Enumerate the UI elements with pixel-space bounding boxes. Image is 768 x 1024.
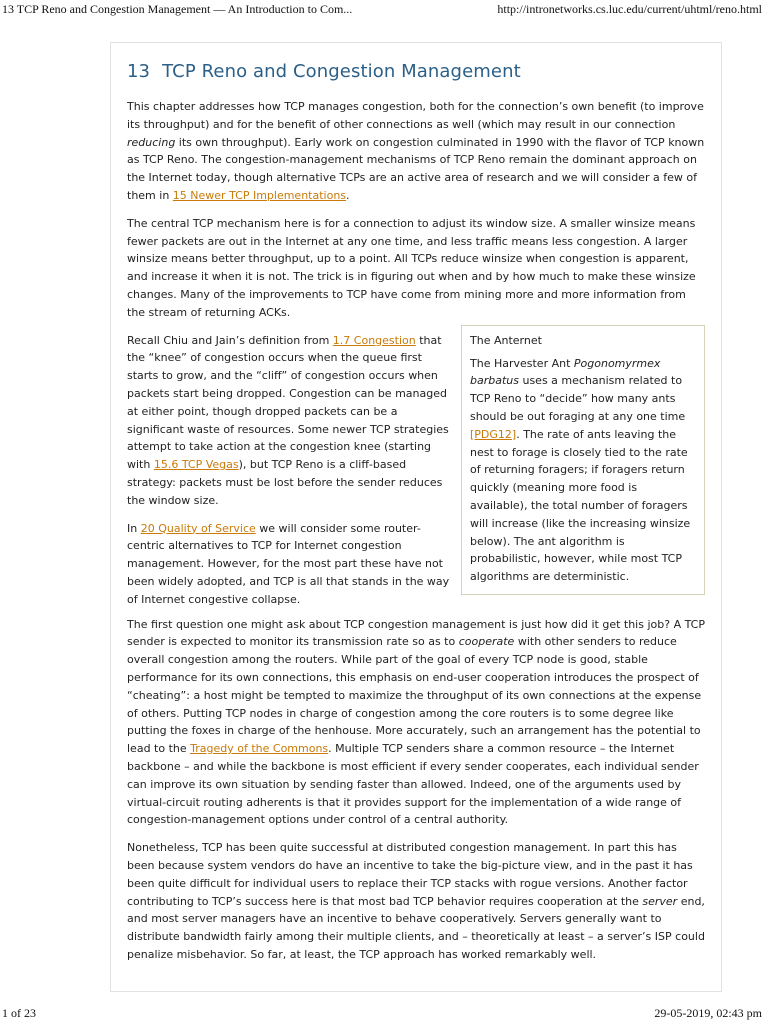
- print-header: [0, 0, 768, 20]
- link-pdg12[interactable]: [PDG12]: [470, 427, 517, 441]
- sidebar-anternet: [461, 325, 705, 595]
- emphasis-server: server: [642, 894, 678, 908]
- chapter-heading: [127, 61, 705, 82]
- sidebar-title: The Anternet: [470, 333, 542, 347]
- print-header-url: http://intronetworks.cs.luc.edu/current/uhtml/reno.html: [497, 2, 762, 16]
- page-count: 1 of 23: [2, 1006, 36, 1020]
- link-tcp-vegas[interactable]: 15.6 TCP Vegas: [153, 458, 239, 472]
- chapter-number: 13: [127, 61, 151, 82]
- paragraph-quality-of-service: In 20 Quality of Service we will consider some router-centric alternatives to TCP for Internet congestion management. However, for the most part these have not been widely adopted, and TCP is all that stands in the way of Internet congestive collapse.: [127, 521, 450, 606]
- sidebar-text: The Harvester Ant Pogonomyrmex barbatus uses a mechanism related to TCP Reno to “decide” how many ants should be out foraging at any one time [PDG12]. The rate of ants leaving the nest to forage is closely tied to the rate of returning foragers; if foragers return quickly (meaning more food is available), the total number of foragers will increase (like the increasing winsize below). The ant algorithm is probabilistic, however, while most TCP algorithms are deterministic.: [470, 356, 691, 584]
- paragraph-first-question: The first question one might ask about TCP congestion management is just how did it get this job? A TCP sender is expected to monitor its transmission rate so as to cooperate with other senders to reduce overall congestion among the routers. While part of the goal of every TCP node is good, stable performance for its own connections, this emphasis on end-user cooperation introduces the prospect of “cheating”: a host might be tempted to maximize the throughput of its own connections at the expense of others. Putting TCP nodes in charge of congestion among the core routers is to some degree like putting the foxes in charge of the henhouse. More accurately, such an arrangement has the potential to lead to the Tragedy of the Commons. Multiple TCP senders share a common resource – the Internet backbone – and while the backbone is most efficient if every sender cooperates, each individual sender can improve its own situation by sending faster than allowed. Indeed, one of the arguments used by virtual-circuit routing adherents is that it provides support for the implementation of a wide range of congestion-management options under control of a central authority.: [127, 617, 705, 827]
- link-congestion[interactable]: 1.7 Congestion: [332, 333, 416, 347]
- paragraph-window-size: The central TCP mechanism here is for a connection to adjust its window size. A smaller winsize means fewer packets are out in the Internet at any one time, and less traffic means less congestion. A larger winsize means better throughput, up to a point. All TCPs reduce winsize when congestion is apparent, and increase it when it is not. The trick is in figuring out when and by how much to make these winsize changes. Many of the improvements to TCP have come from mining more and more information from the stream of returning ACKs.: [127, 216, 696, 319]
- emphasis-species: Pogonomyrmex barbatus: [470, 356, 661, 388]
- chapter-content: [127, 61, 705, 974]
- page-frame: [110, 42, 722, 992]
- paragraph-intro: This chapter addresses how TCP manages congestion, both for the connection’s own benefit (to improve its throughput) and for the benefit of other connections as well (which may result in our connection reducing its own throughput). Early work on congestion culminated in 1990 with the flavor of TCP known as TCP Reno. The congestion-management mechanisms of TCP Reno remain the dominant approach on the Internet today, though alternative TCPs are an active area of research and we will consider a few of them in 15 Newer TCP Implementations.: [127, 100, 705, 202]
- emphasis-reducing: reducing: [127, 135, 176, 149]
- print-header-title: 13 TCP Reno and Congestion Management — An Introduction to Com...: [2, 2, 353, 16]
- link-tragedy-of-the-commons[interactable]: Tragedy of the Commons: [190, 742, 329, 756]
- two-column-section: [127, 332, 705, 610]
- paragraph-chiu-jain: Recall Chiu and Jain’s definition from 1.7 Congestion that the “knee” of congestion occurs when the queue first starts to grow, and the “cliff” of congestion occurs when packets start being dropped. Congestion can be managed at either point, though dropped packets can be a significant waste of resources. Some newer TCP strategies attempt to take action at the congestion knee (starting with 15.6 TCP Vegas), but TCP Reno is a cliff-based strategy: packets must be lost before the sender reduces the window size.: [127, 333, 449, 507]
- paragraph-nonetheless: Nonetheless, TCP has been quite successful at distributed congestion management. In part this has been because system vendors do have an incentive to take the big-picture view, and in the past it has been quite difficult for individual users to replace their TCP stacks with rogue versions. Another factor contributing to TCP’s success here is that most bad TCP behavior requires cooperation at the server end, and most server managers have an incentive to behave cooperatively. Servers generally want to distribute bandwidth fairly among their multiple clients, and – theoretically at least – a server’s ISP could penalize misbehavior. So far, at least, the TCP approach has worked remarkably well.: [127, 841, 705, 961]
- emphasis-cooperate: cooperate: [458, 635, 515, 649]
- link-newer-tcp-implementations[interactable]: 15 Newer TCP Implementations: [172, 188, 347, 202]
- link-quality-of-service[interactable]: 20 Quality of Service: [140, 521, 256, 535]
- chapter-title: TCP Reno and Congestion Management: [162, 61, 521, 82]
- left-column: [127, 332, 453, 619]
- print-timestamp: 29-05-2019, 02:43 pm: [654, 1006, 762, 1020]
- print-footer: [0, 1004, 768, 1024]
